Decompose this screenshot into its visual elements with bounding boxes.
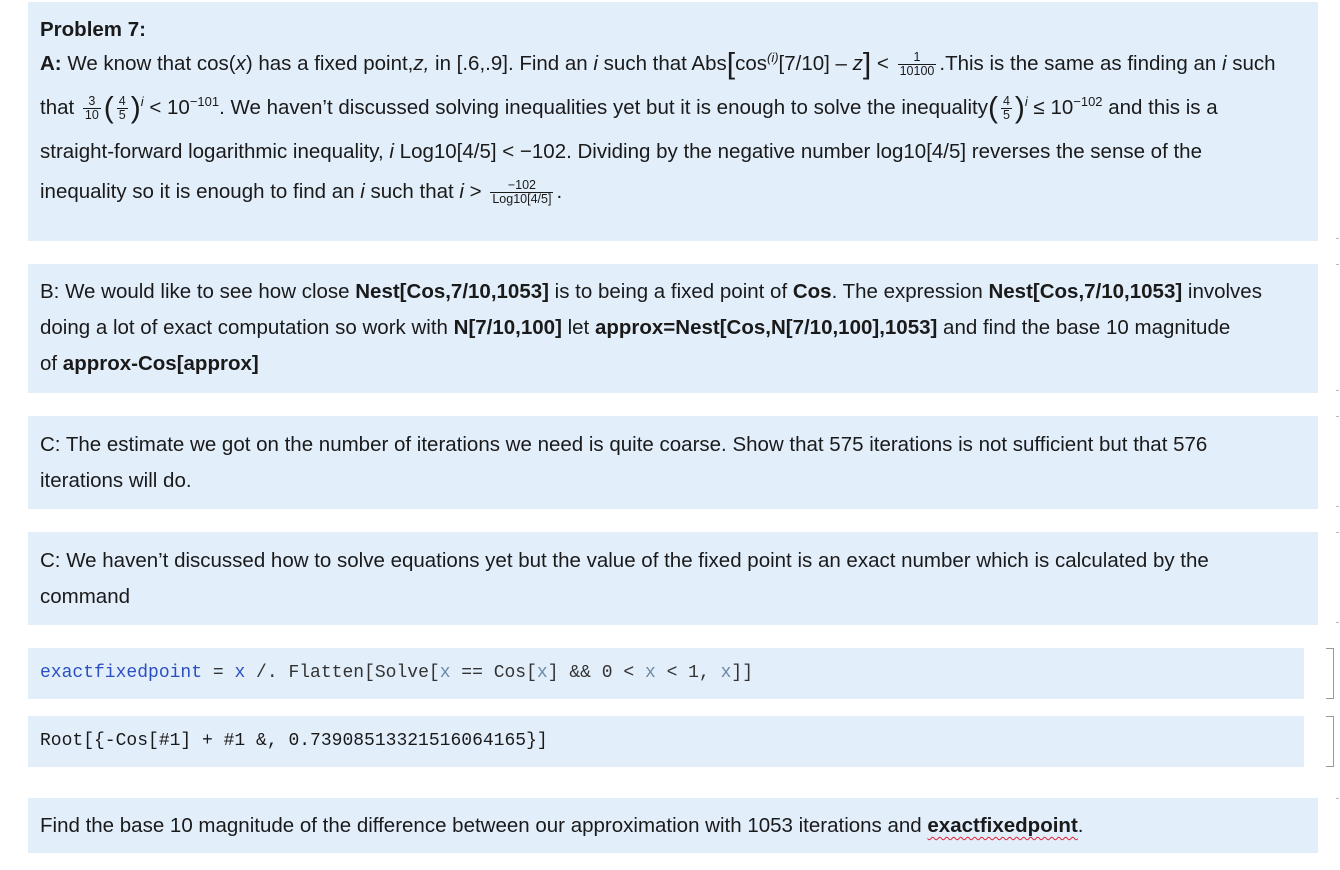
- part-b-cell[interactable]: [28, 264, 1318, 393]
- part-c1-line-2: iterations will do.: [40, 469, 192, 492]
- final-text-cell[interactable]: [28, 798, 1318, 853]
- fraction-1-over-10-100: $\frac{1}{10100}$: [899, 50, 935, 79]
- cell-tick: [1336, 798, 1339, 799]
- problem-title: Problem 7:: [40, 18, 146, 41]
- input-cell[interactable]: [28, 648, 1304, 699]
- part-c2-line-1: C: We haven’t discussed how to solve equations yet but the value of the fixed point is an exact number which is calculated by the: [40, 549, 1209, 572]
- part-c2-cell[interactable]: [28, 532, 1318, 625]
- cell-tick: [1336, 390, 1339, 391]
- cell-tick: [1336, 506, 1339, 507]
- cell-tick: [1336, 416, 1339, 417]
- part-c1-line-1: C: The estimate we got on the number of iterations we need is quite coarse. Show that 575 iterations is not sufficient but that 576: [40, 433, 1208, 456]
- part-b-line-1: B: We would like to see how close Nest[Cos,7/10,1053] is to being a fixed point of Cos. The expression Nest[Cos,7/10,1053] involves: [40, 280, 1262, 303]
- exactfixedpoint-misspelled: exactfixedpoint: [927, 814, 1078, 837]
- cell-tick: [1336, 238, 1339, 239]
- problem-7-cell[interactable]: [28, 2, 1318, 241]
- part-a-line-4: inequality so it is enough to find an i such that i > $\frac{-102}{\text{Log10[4/5]}}$ .: [40, 178, 563, 207]
- input-code[interactable]: exactfixedpoint = x /. Flatten[Solve[x == Cos[x] && 0 < x < 1, x]]: [40, 663, 753, 683]
- part-c2-line-2: command: [40, 585, 131, 608]
- cell-tick: [1336, 532, 1339, 533]
- fraction-neg102-over-log: $\frac{-102}{\text{Log10[4/5]}}$: [492, 178, 552, 207]
- part-b-line-3: of approx-Cos[approx]: [40, 352, 259, 375]
- part-a-line-2: that $\frac{3}{10}$ ( $\frac{4}{5}$ )$^i < 10^{-101}$. We haven’t discussed solving inequalities yet but it is enough to solve the inequality( $\frac{4}{5}$ )$^i \le 10^{-102}$ and this is a: [40, 91, 1218, 125]
- cell-tick: [1336, 622, 1339, 623]
- part-a-line-1: A: We know that cos(x) has a fixed point,z, in [.6,.9]. Find an i such that $Abs[\cos^{(i)}[7/10] - z]$ < $\frac{1}{10100}$ .This is the same as finding an i such: [40, 47, 1276, 81]
- output-cell[interactable]: [28, 716, 1304, 767]
- cell-tick: [1336, 264, 1339, 265]
- part-a-line-3: straight-forward logarithmic inequality, i Log10[4/5] < −102. Dividing by the negative number log10[4/5] reverses the sense of the: [40, 140, 1202, 163]
- final-line: Find the base 10 magnitude of the difference between our approximation with 1053 iterations and exactfixedpoint.: [40, 814, 1084, 837]
- part-b-line-2: doing a lot of exact computation so work with N[7/10,100] let approx=Nest[Cos,N[7/10,100],1053] and find the base 10 magnitude: [40, 316, 1231, 339]
- part-c1-cell[interactable]: [28, 416, 1318, 509]
- input-cell-bracket[interactable]: [1324, 648, 1334, 699]
- output-root: Root[{-Cos[#1] + #1 &, 0.73908513321516064165}]: [40, 731, 548, 751]
- output-cell-bracket[interactable]: [1324, 716, 1334, 767]
